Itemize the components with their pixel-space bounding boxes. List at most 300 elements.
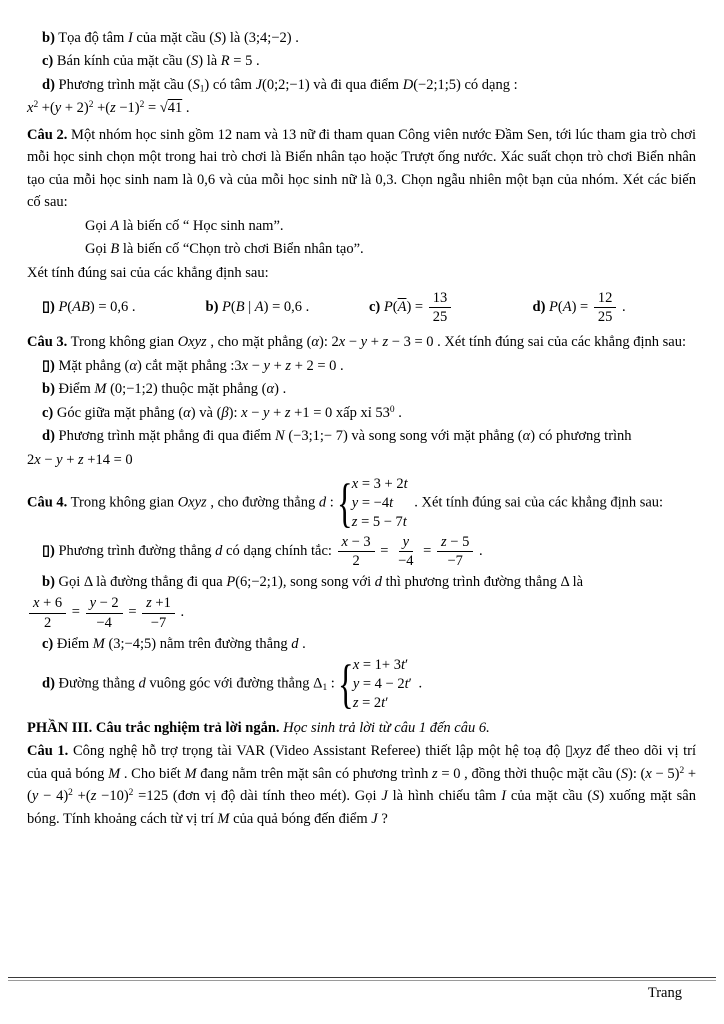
page-footer [8,977,716,1002]
math-text: = −4 [358,495,390,512]
fraction [29,594,66,631]
case-line [353,656,412,675]
math-text: Δ [313,675,323,692]
math-text: +( [38,100,55,117]
math-run [641,766,680,782]
math-text: ) [599,788,605,805]
text-run: ? [377,810,388,827]
label-bold: Câu 1. [27,743,69,760]
math-text: (0;2;−1) [262,76,310,93]
cau2-event-a [27,215,696,237]
text-run: Điểm [53,635,93,652]
math-var: D [402,76,414,93]
math-run [58,299,128,315]
label-bold: PHẦN III. Câu trắc nghiệm trả lời ngắn. [27,719,284,736]
math-text: 53 [375,404,390,421]
cau-3 [27,331,696,353]
math-text: +1 [151,595,171,612]
math-text: −4 [398,552,414,569]
math-var: z [146,595,152,612]
text-run: . [475,542,483,559]
math-text: ( [615,765,621,782]
numerator [29,594,66,613]
math-var: z [352,694,359,711]
numerator [86,594,123,613]
text-run: để theo dõi vị trí của quả bóng [27,743,696,782]
math-run [549,299,592,315]
math-var: t [403,476,408,493]
math-text: ( [67,299,73,316]
math-text: ( [209,30,215,46]
math-run [133,788,168,804]
math-var: y [352,676,360,693]
text-italic: I [127,30,133,46]
math-text: +1 = 0 [290,404,333,421]
cau-4 [27,475,696,532]
cau2-answers [27,289,696,326]
math-var: y [89,595,96,612]
fraction [437,533,473,570]
math-var: t [404,676,409,693]
text-italic: d [291,635,299,652]
math-text: 2 [679,765,685,776]
denominator [594,308,617,326]
math-var: z [382,334,389,351]
fraction [338,533,375,570]
text-run: Một nhóm học sinh gồm 12 nam và 13 nữ đi tham quan Công viên nước Đầm Sen, tới lúc tham gia trò chơi mỗi học sinh chọn một trong hai trò chơi là Biển nhân tạo hoặc Trượt ống nước. Xác suất chọn trò chơi Biển nhân tạo của mỗi học sinh nam là 0,6 và của mỗi học sinh nữ là 0,3. Chọn ngẫu nhiên một bạn của nhóm. Xét các biến cố sau: [27,126,696,211]
text-italic: Học sinh trả lời từ câu 1 đến câu 6. [283,719,490,736]
math-var: S [620,765,628,782]
text-italic: Oxyz [177,494,207,511]
text-run: Trong không gian [67,334,178,351]
math-text: 25 [432,309,448,326]
item-1d [27,74,696,96]
math-var: x [241,404,248,421]
math-run [68,604,83,620]
math-text: ( [216,404,222,421]
case-line [352,513,408,532]
math-var: z [90,788,97,805]
equation-sphere [27,97,696,119]
text-run: và đi qua điểm [309,76,403,93]
text-run: của quả bóng đến điểm [229,810,372,827]
text-run: là hình chiếu tâm [387,788,502,805]
math-text: − 4) [38,788,69,805]
math-text: − 3 = 0 [388,334,434,351]
math-text: − [345,334,361,351]
math-text: −1) [115,100,140,117]
math-text: 2 [33,100,39,111]
math-text: : [326,494,334,511]
item-1b [27,27,696,49]
math-text: ( [186,53,191,70]
math-var: t [402,513,407,530]
text-run: . [618,299,626,316]
overline-var: $\overline{A}$ [397,299,407,316]
math-text: ′ [408,676,412,693]
text-run: thuộc mặt phẳng [157,381,262,398]
math-run [27,452,133,468]
math-text: = [68,604,84,621]
cau3-b [27,378,696,400]
text-italic: Oxyz [177,334,207,351]
math-text: +14 = 0 [83,451,133,468]
math-run [406,299,426,315]
math-text: +( [27,765,697,805]
math-text: = 3 + 2 [358,476,404,493]
math-text: (3;−4;5) [104,635,157,652]
math-text: + 2) [61,100,89,117]
math-run [186,53,203,69]
math-text: ) = [406,299,427,316]
math-var: α [266,381,275,398]
math-run [384,299,398,315]
cau4-a [27,533,696,570]
math-run [262,381,279,397]
math-text: −7 [447,552,463,569]
text-italic: xyz [572,743,592,760]
math-text: ( [187,76,193,93]
math-var: z [78,451,84,468]
text-run: . [336,357,344,374]
label-bold: c) [42,635,54,652]
math-var: P [58,299,68,316]
math-run [94,381,157,397]
math-run [217,405,333,421]
math-var: B [235,299,245,316]
math-text: + [367,334,383,351]
cau4-b [27,571,696,593]
text-italic: J [381,788,388,805]
fraction [394,533,417,570]
text-run: nằm trên đường thẳng [156,635,292,652]
text-italic: d [138,675,146,692]
math-run [226,574,283,590]
math-var: x [33,595,40,612]
text-run: . Xét tính đúng sai của các khẳng định sau: [433,334,687,351]
math-text: − 5 [446,533,470,550]
math-var: x [241,357,249,374]
math-run [144,100,159,116]
text-run: có dạng chính tắc: [222,542,336,559]
math-text: (6;−2;1) [235,574,283,590]
answer-item [533,289,697,326]
math-text: = 1+ 3 [359,657,401,674]
text-italic: M [217,810,230,827]
math-run [616,766,637,782]
text-italic: M [184,765,197,782]
math-text: ( [557,299,563,316]
cases-lines [352,475,408,532]
text-run: . Xét tính đúng sai của các khẳng định sau: [410,494,664,511]
math-text: = [144,100,160,117]
math-run [420,543,435,559]
text-run: , cho đường thẳng [206,494,319,511]
math-run [222,299,302,315]
text-italic: B [110,241,120,258]
answer-item [206,299,370,316]
math-text: − 3 [347,533,371,550]
case-line [353,675,412,694]
denominator [147,614,170,632]
label-bold: b) [205,299,219,316]
math-text: ( [587,788,593,805]
left-brace-icon: { [337,654,354,715]
text-run: . [182,100,190,117]
text-run: . [252,53,260,70]
text-run: có phương trình [535,428,632,445]
math-run [256,77,310,93]
text-run: Tọa độ tâm [54,30,128,46]
math-text: − [247,404,263,421]
math-text: = 5 [229,53,253,70]
math-run [38,100,89,116]
text-run: Góc giữa mặt phẳng [53,404,179,421]
math-var: t [400,657,406,674]
math-text: ) [136,357,142,374]
math-text: =125 [133,788,169,805]
math-var: S [592,788,600,805]
math-run [327,676,335,692]
math-text: ( [178,404,184,421]
text-run: Trong không gian [67,494,178,511]
math-text: (3;4;−2) [243,30,292,46]
math-run [221,53,253,69]
math-var: z [285,357,292,374]
cau-2 [27,124,696,214]
math-text: 1 [322,683,328,694]
denominator [429,308,452,326]
answer-item [369,289,533,326]
math-var: z [284,404,291,421]
numerator [338,533,375,552]
math-run [125,604,140,620]
text-run: Công nghệ hỗ trợ trọng tài VAR (Video Assistant Referee) thiết lập một hệ toạ độ ▯ [68,743,573,760]
math-var: y [351,495,359,512]
math-text: 2 [88,100,94,111]
text-run: Mặt phẳng [54,357,125,374]
math-text: 0 [389,404,395,415]
text-run: Gọi [85,217,111,234]
math-var: P [549,299,558,316]
cau3-a [27,355,696,377]
math-var: R [220,53,230,70]
math-text: ) [274,381,279,398]
math-text: | [244,299,255,316]
math-text: 2 [27,451,35,468]
math-var: M [94,381,107,398]
fraction [594,289,617,326]
math-text: 2 [139,100,145,111]
text-run: . [176,604,185,621]
math-text: −10) [96,788,129,805]
text-run: cắt mặt phẳng : [141,357,235,374]
text-run: (đơn vị độ dài tính theo mét). Gọi [168,788,382,805]
math-run [93,636,156,652]
math-run [244,30,292,46]
text-run: là đường thẳng đi qua [92,574,227,590]
label-bold: Câu 3. [27,334,68,351]
label-bold: ▯) [42,299,55,316]
denominator [92,614,115,632]
math-text: − 5) [651,765,680,782]
cau2-prompt [27,262,696,284]
text-run: , đồng thời thuộc mặt cầu [460,765,616,782]
text-run: Điểm [54,381,95,398]
math-text: ): [228,404,242,421]
math-text: ) = 0,6 [89,299,129,316]
text-run: có tâm [209,76,256,93]
math-run [587,788,604,804]
label-bold: c) [42,53,54,70]
math-text: −4 [96,614,112,631]
math-text: = 4 − 2 [359,676,405,693]
text-run: có dạng : [460,76,518,93]
text-run: và song song với mặt phẳng [347,428,518,445]
math-text: 1 [199,84,205,95]
text-run: . [298,635,306,652]
math-text: +( [93,100,111,117]
math-var: P [226,574,236,590]
text-italic: I [501,788,507,805]
numerator [437,533,473,552]
math-var: M [92,635,105,652]
math-text: (0;−1;2) [106,381,158,398]
math-text: − [248,357,264,374]
text-run: . [302,299,310,316]
math-var: A [562,299,572,316]
math-text: ( [261,381,267,398]
math-var: β [221,404,229,421]
math-text: : [327,675,335,692]
math-run [93,100,139,116]
text-run: , song song với [282,574,375,590]
math-text: Δ [560,574,569,590]
cau3-c [27,402,696,424]
math-var: x [351,476,359,493]
text-run: là [568,574,584,590]
math-var: z [351,513,358,530]
math-text: = 2 [358,694,382,711]
math-text: ): [628,765,637,782]
math-var: P [222,299,231,316]
text-run: . [278,381,287,398]
math-var: z [440,533,447,550]
math-run [375,405,390,421]
text-run: xuống mặt sân bóng. Tính khoảng cách từ vị trí [27,788,696,827]
math-run [73,788,129,804]
math-var: AB [72,299,90,316]
text-run: Bán kính của mặt cầu [53,53,187,70]
math-var: J [255,76,263,93]
math-text: + 6 [39,595,63,612]
math-text: ): 2 [319,334,339,351]
math-var: S [214,30,222,46]
text-run: là biến cố “Chọn trò chơi Biển nhân tạo”. [119,241,364,258]
math-var: N [275,428,285,445]
math-var: S [192,76,200,93]
denominator [394,552,417,570]
cases-lines [353,656,412,713]
math-var: x [27,100,34,117]
cases-group [338,656,412,713]
math-run [432,766,460,782]
label-bold: c) [42,404,54,421]
math-var: y [31,788,39,805]
label-bold: b) [42,381,55,398]
math-text: ) [198,53,204,70]
cau4-b-equation [27,594,696,631]
fraction [429,289,452,326]
math-text: ) [190,404,196,421]
text-run: xấp xỉ [332,404,376,421]
math-text: ( [124,357,130,374]
math-var: P [383,299,393,316]
math-var: y [263,404,270,421]
answer-item [42,299,206,316]
numerator [594,289,617,308]
text-run: . [394,404,402,421]
text-run: đang nằm trên mặt sân có phương trình [196,765,433,782]
math-text: ( [306,334,312,351]
math-text: 3 [234,357,242,374]
label-bold: d) [42,428,55,445]
math-run [124,358,141,374]
math-text: 2 [68,787,73,798]
text-italic: J [371,810,378,827]
math-var: α [129,357,137,374]
case-line [352,494,408,513]
phan3-cau-1 [27,740,696,830]
label-bold: ▯) [42,357,55,374]
text-run: Đường thẳng [54,675,139,692]
math-run [275,428,348,444]
math-var: α [183,404,191,421]
text-run: thì phương trình đường thẳng [381,574,561,590]
item-1c [27,50,696,72]
math-text: ( [517,428,523,445]
math-text: = [376,542,393,559]
math-text: ′ [405,657,409,674]
math-text: + [269,357,286,374]
phan-3-heading [27,717,696,739]
label-bold: b) [42,574,55,590]
text-run: Phương trình mặt cầu [54,76,188,93]
math-var: t [389,495,394,512]
math-text: + 2 = 0 [291,357,337,374]
fraction [86,594,123,631]
text-run: vuông góc với đường thẳng [145,675,314,692]
math-text: 13 [432,290,448,307]
math-run [307,334,434,350]
left-brace-icon: { [336,473,353,534]
math-var: z [432,765,438,782]
text-run: . [291,30,299,46]
math-text: = [419,542,435,559]
math-var: x [352,657,360,674]
label-bold: Câu 4. [27,494,68,511]
cau4-d [27,656,696,713]
denominator [348,552,363,570]
math-text: + [62,451,78,468]
text-run: là [226,30,244,46]
math-run [518,428,535,444]
numerator [142,594,175,613]
math-run [560,574,569,590]
label-bold: c) [369,299,381,316]
text-italic: M [108,765,121,782]
cau3-d-equation [27,449,696,471]
